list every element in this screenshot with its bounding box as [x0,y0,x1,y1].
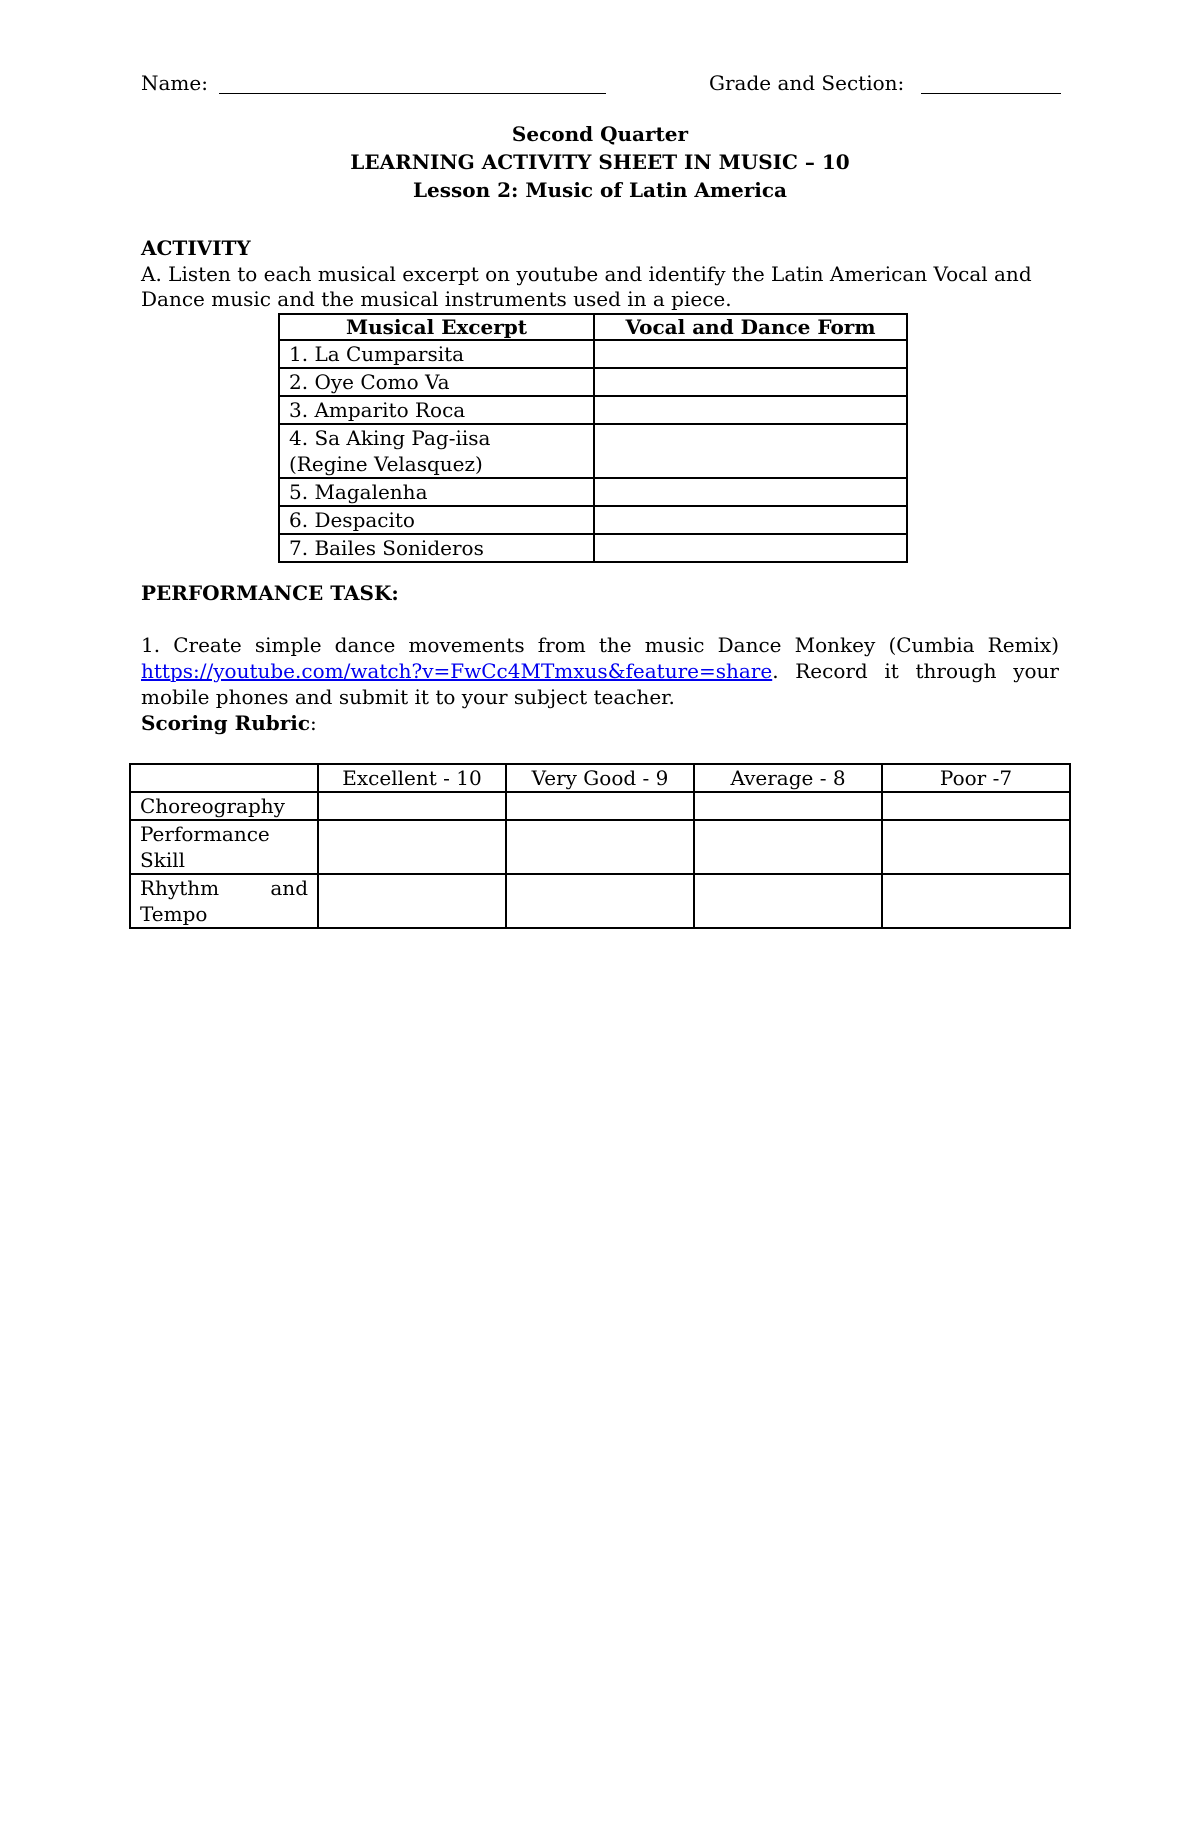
answer-cell[interactable] [594,534,907,562]
excerpt-line: 4. Sa Aking Pag-iisa [289,426,491,450]
grade-section-blank-line [921,93,1061,94]
score-cell[interactable] [694,792,882,820]
scoring-rubric-table [129,763,1071,929]
name-label: Name: [141,71,208,95]
excerpt-cell: 6. Despacito [279,506,594,534]
answer-cell[interactable] [594,424,907,478]
excerpt-cell [279,424,594,478]
table-row [279,340,907,368]
table-header-row [130,764,1070,792]
worksheet-headings [0,120,1200,204]
score-cell[interactable] [318,874,506,928]
name-blank-line [219,93,606,94]
score-cell[interactable] [694,820,882,874]
excerpt-cell: 3. Amparito Roca [279,396,594,424]
empty-corner-cell [130,764,318,792]
activity-section [141,234,1059,312]
activity-title: ACTIVITY [141,236,251,260]
grade-section-label: Grade and Section: [709,71,905,95]
table-header-row [279,314,907,340]
criterion-line: Tempo [140,902,208,926]
answer-cell[interactable] [594,478,907,506]
column-header-poor: Poor -7 [882,764,1070,792]
youtube-link[interactable]: https://youtube.com/watch?v=FwCc4MTmxus&feature=share [141,659,773,683]
score-cell[interactable] [506,820,694,874]
excerpt-cell: 7. Bailes Sonideros [279,534,594,562]
table-row [279,424,907,478]
excerpt-cell: 5. Magalenha [279,478,594,506]
score-cell[interactable] [506,792,694,820]
answer-cell[interactable] [594,368,907,396]
scoring-rubric-label [141,710,1059,736]
criterion-line: Rhythm and [140,876,308,900]
criterion-line: Skill [140,848,186,872]
musical-excerpt-table [278,313,908,563]
score-cell[interactable] [506,874,694,928]
lesson-title: Lesson 2: Music of Latin America [412,178,788,202]
score-cell[interactable] [882,874,1070,928]
score-cell[interactable] [318,792,506,820]
column-header-very-good: Very Good - 9 [506,764,694,792]
score-cell[interactable] [882,792,1070,820]
excerpt-cell: 1. La Cumparsita [279,340,594,368]
answer-cell[interactable] [594,506,907,534]
column-header-average: Average - 8 [694,764,882,792]
quarter-title: Second Quarter [511,122,689,146]
table-row [130,874,1070,928]
task-text-end: . Record it through your mobile phones and submit it to your subject teacher. [141,659,1059,709]
score-cell[interactable] [318,820,506,874]
activity-instruction: A. Listen to each musical excerpt on youtube and identify the Latin American Vocal and Dance music and the musical instruments used in a piece. [141,262,1032,311]
table-row [130,792,1070,820]
scoring-rubric-colon: : [310,711,317,735]
table-row [279,478,907,506]
task-text-start: 1. Create simple dance movements from the music Dance Monkey (Cumbia Remix) [141,633,1059,657]
criterion-cell [130,820,318,874]
criterion-cell [130,874,318,928]
excerpt-cell: 2. Oye Como Va [279,368,594,396]
performance-task-text [141,632,1059,710]
answer-cell[interactable] [594,340,907,368]
sheet-title: LEARNING ACTIVITY SHEET IN MUSIC – 10 [350,150,850,174]
table-row [279,368,907,396]
table-row [279,506,907,534]
table-row [279,396,907,424]
performance-task-title: PERFORMANCE TASK: [141,581,399,605]
score-cell[interactable] [882,820,1070,874]
excerpt-line: (Regine Velasquez) [289,452,483,476]
student-info-row [141,70,1059,100]
column-header-musical-excerpt: Musical Excerpt [279,314,594,340]
column-header-excellent: Excellent - 10 [318,764,506,792]
criterion-cell: Choreography [130,792,318,820]
score-cell[interactable] [694,874,882,928]
table-row [279,534,907,562]
performance-task-section [141,580,1059,736]
criterion-line: Performance [140,822,270,846]
table-row [130,820,1070,874]
answer-cell[interactable] [594,396,907,424]
column-header-vocal-dance-form: Vocal and Dance Form [594,314,907,340]
scoring-rubric-text: Scoring Rubric [141,711,311,735]
